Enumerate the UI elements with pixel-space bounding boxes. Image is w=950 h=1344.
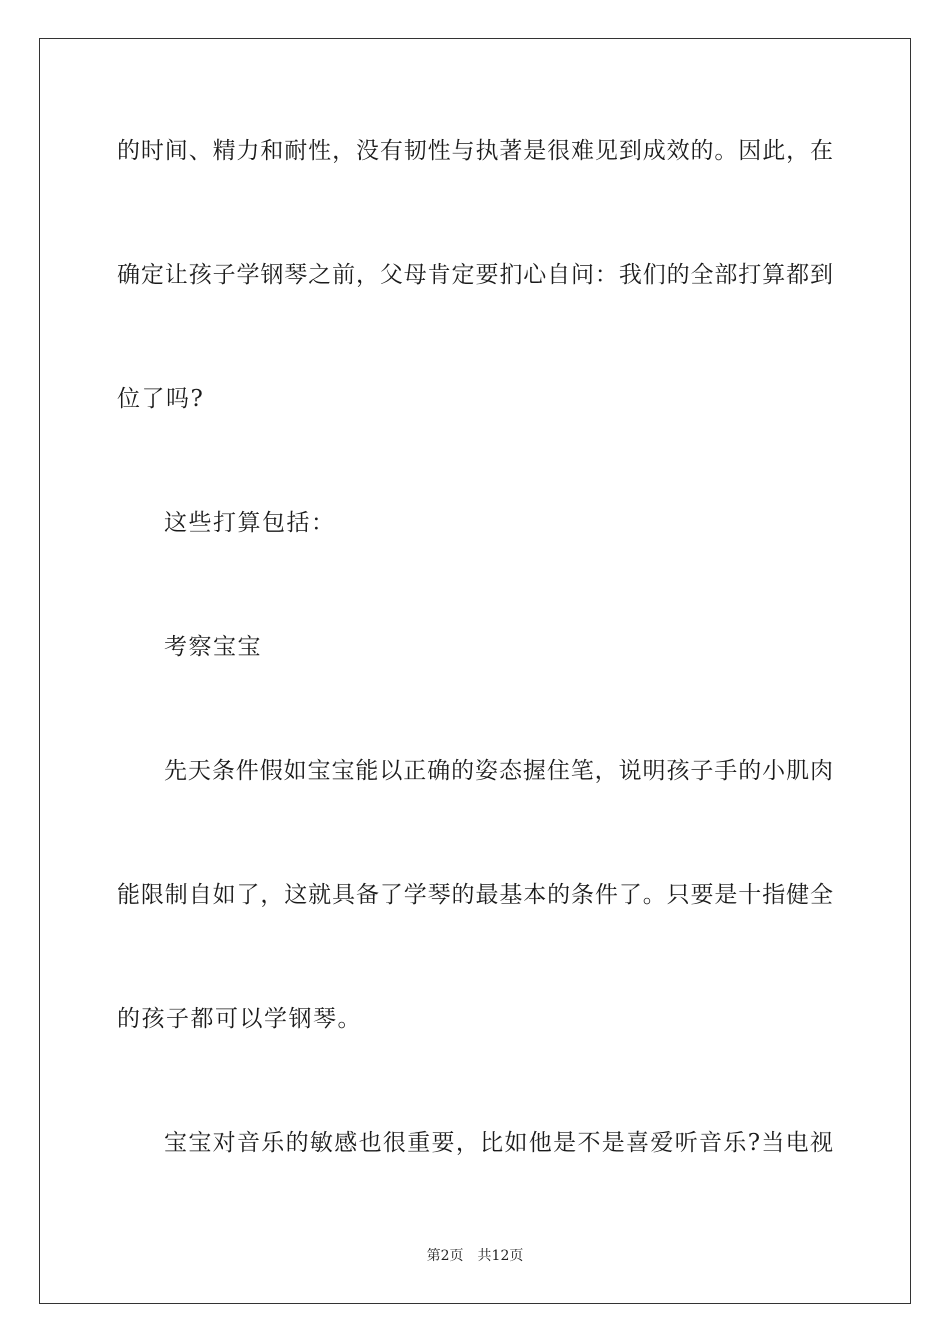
page-footer — [0, 1246, 950, 1266]
text-line-6: 先天条件假如宝宝能以正确的姿态握住笔，说明孩子手的小肌肉 — [164, 758, 833, 784]
text-line-8: 的孩子都可以学钢琴。 — [117, 1006, 362, 1032]
text-line-3: 位了吗? — [117, 386, 205, 412]
text-line-4: 这些打算包括： — [164, 510, 336, 536]
text-line-1: 的时间、精力和耐性，没有韧性与执著是很难见到成效的。因此，在 — [117, 138, 833, 164]
page-number-current: 第2页 — [426, 1248, 464, 1264]
page-number-total: 共12页 — [477, 1248, 524, 1264]
text-line-2: 确定让孩子学钢琴之前，父母肯定要扪心自问：我们的全部打算都到 — [117, 262, 833, 288]
text-line-7: 能限制自如了，这就具备了学琴的最基本的条件了。只要是十指健全 — [117, 882, 833, 908]
text-line-9: 宝宝对音乐的敏感也很重要，比如他是不是喜爱听音乐?当电视 — [164, 1130, 833, 1156]
section-heading: 考察宝宝 — [164, 634, 262, 660]
page-border — [39, 38, 911, 1304]
